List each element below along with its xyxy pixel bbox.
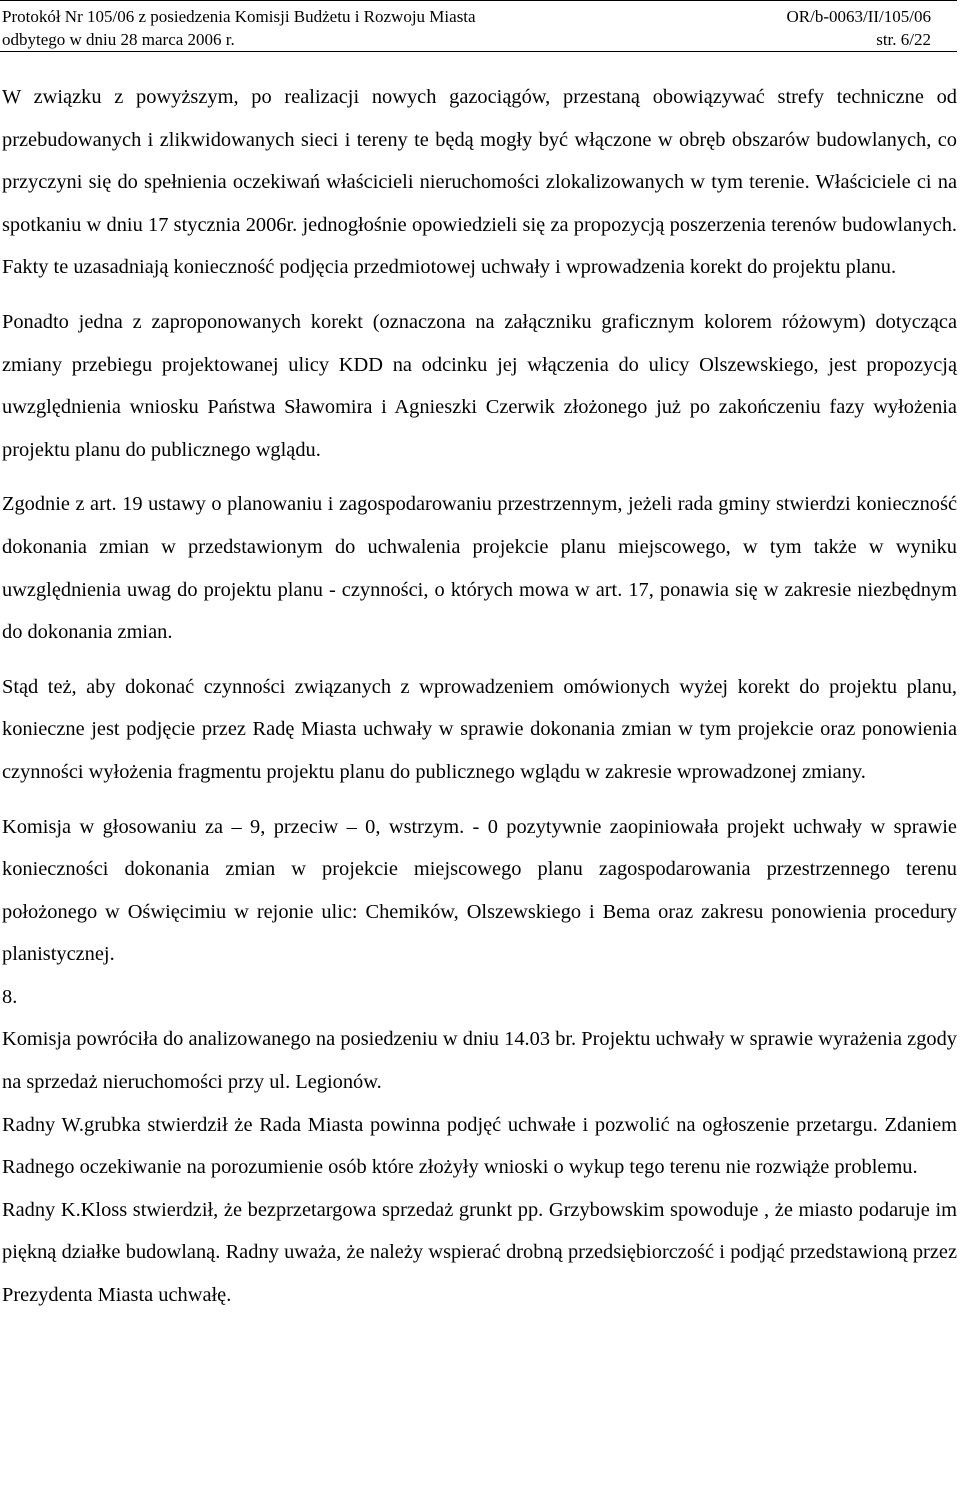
- header-row-1: [2, 6, 931, 28]
- page-header: [0, 0, 957, 52]
- page-number: str. 6/22: [876, 30, 931, 49]
- paragraph-article-19: Zgodnie z art. 19 ustawy o planowaniu i zagospodarowaniu przestrzennym, jeżeli rada gminy stwierdzi konieczność dokonania zmian w przedstawionym do uchwalenia projekcie planu miejscowego, w tym także w wyniku uwzględnienia uwag do projektu planu - czynności, o których mowa w art. 17, ponawia się w zakresie niezbędnym do dokonania zmian.: [2, 493, 957, 644]
- paragraph-radny-grubka: Radny W.grubka stwierdził że Rada Miasta powinna podjęć uchwałe i pozwolić na ogłoszenie przetargu. Zdaniem Radnego oczekiwanie na porozumienie osób które złożyły wnioski o wykup tego terenu nie rozwiąże problemu.: [2, 1113, 957, 1179]
- paragraph-kdd-street: Ponadto jedna z zaproponowanych korekt (oznaczona na załączniku graficznym kolorem różowym) dotycząca zmiany przebiegu projektowanej ulicy KDD na odcinku jej włączenia do ulicy Olszewskiego, jest propozycją uwzględnienia wniosku Państwa Sławomira i Agnieszki Czerwik złożonego już po zakończeniu fazy wyłożenia projektu planu do publicznego wglądu.: [2, 310, 957, 461]
- paragraph-gas-pipelines: W związku z powyższym, po realizacji nowych gazociągów, przestaną obowiązywać strefy techniczne od przebudowanych i zlikwidowanych sieci i tereny te będą mogły być włączone w obręb obszarów budowlanych, co przyczyni się do spełnienia oczekiwań właścicieli nieruchomości zlokalizowanych w tym terenie. Właściciele ci na spotkaniu w dniu 17 stycznia 2006r. jednogłośnie opowiedzieli się za propozycją poszerzenia terenów budowlanych. Fakty te uzasadniają konieczność podjęcia przedmiotowej uchwały i wprowadzenia korekt do projektu planu.: [2, 86, 957, 279]
- section-number: 8.: [2, 985, 18, 1008]
- paragraph-radny-kloss: Radny K.Kloss stwierdził, że bezprzetargowa sprzedaż grunkt pp. Grzybowskim spowoduje , że miasto podaruje im piękną działke budowlaną. Radny uważa, że należy wspierać drobną przedsiębiorczość i podjąć przedstawioną przez Prezydenta Miasta uchwałę.: [2, 1198, 957, 1307]
- document-reference: OR/b-0063/II/105/06: [786, 7, 931, 26]
- document-body: [2, 76, 957, 1317]
- protocol-title: Protokół Nr 105/06 z posiedzenia Komisji Budżetu i Rozwoju Miasta: [2, 7, 476, 26]
- paragraph-vote-result: Komisja w głosowaniu za – 9, przeciw – 0, wstrzym. - 0 pozytywnie zaopiniowała projekt uchwały w sprawie konieczności dokonania zmian w projekcie miejscowego planu zagospodarowania przestrzennego terenu położonego w Oświęcimiu w rejonie ulic: Chemików, Olszewskiego i Bema oraz zakresu ponowienia procedury planistycznej.: [2, 815, 957, 966]
- header-row-2: [2, 29, 931, 51]
- meeting-date: odbytego w dniu 28 marca 2006 r.: [2, 30, 235, 49]
- paragraph-legionow-sale: Komisja powróciła do analizowanego na posiedzeniu w dniu 14.03 br. Projektu uchwały w sprawie wyrażenia zgody na sprzedaż nieruchomości przy ul. Legionów.: [2, 1028, 957, 1094]
- paragraph-council-resolution: Stąd też, aby dokonać czynności związanych z wprowadzeniem omówionych wyżej korekt do projektu planu, konieczne jest podjęcie przez Radę Miasta uchwały w sprawie dokonania zmian w tym projekcie oraz ponowienia czynności wyłożenia fragmentu projektu planu do publicznego wglądu w zakresie wprowadzonej zmiany.: [2, 675, 957, 783]
